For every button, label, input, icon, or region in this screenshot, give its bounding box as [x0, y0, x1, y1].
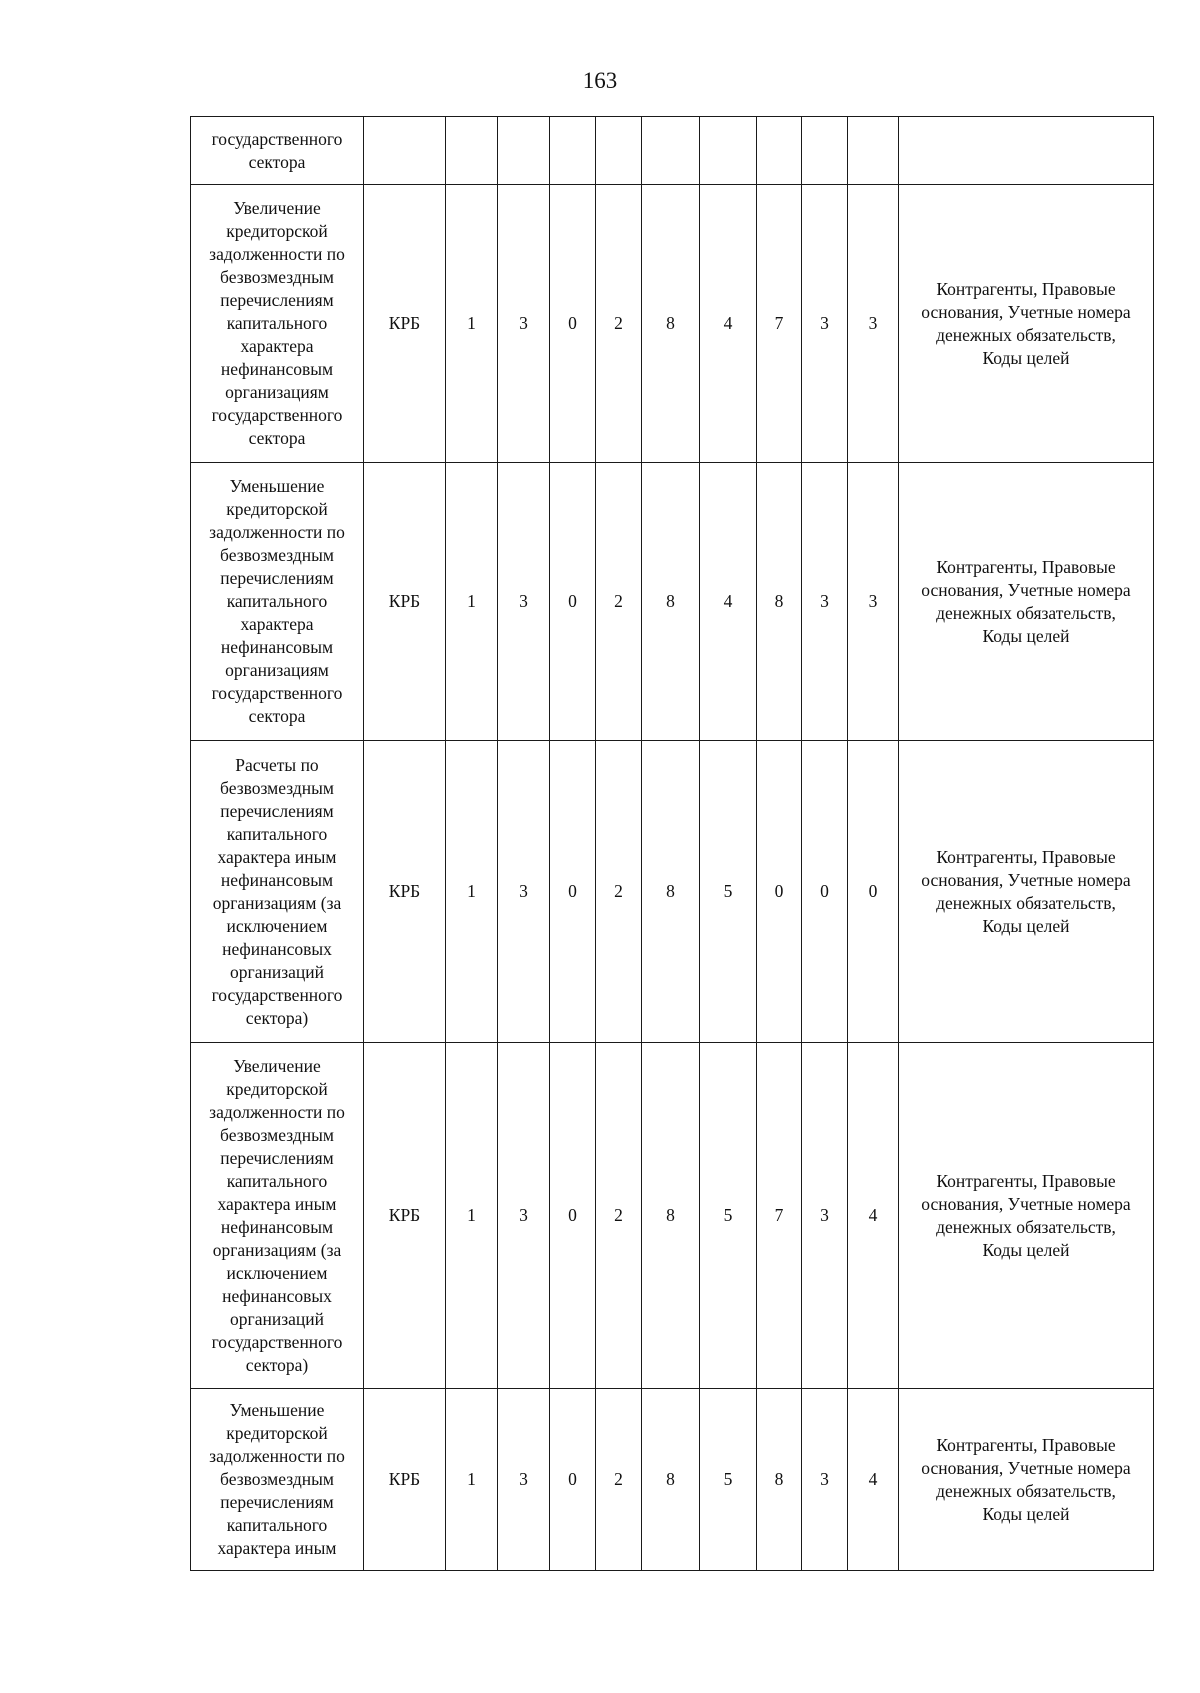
row-description: Увеличение кредиторской задолженности по безвозмездным перечислениям капитального характера нефинансовым организациям государственного сектора — [191, 185, 364, 463]
row-digit: 3 — [498, 741, 550, 1043]
row-digit: 3 — [802, 185, 848, 463]
row-digit — [848, 117, 899, 185]
row-digit: 0 — [550, 1043, 596, 1389]
table-row — [191, 1043, 1154, 1389]
row-digit: 7 — [757, 1043, 802, 1389]
row-digit — [700, 117, 757, 185]
table-row — [191, 185, 1154, 463]
row-digit: 8 — [642, 1389, 700, 1571]
row-digit: 0 — [757, 741, 802, 1043]
row-digit: 8 — [642, 463, 700, 741]
row-analytics: Контрагенты, Правовые основания, Учетные номера денежных обязательств, Коды целей — [899, 1389, 1154, 1571]
row-analytics: Контрагенты, Правовые основания, Учетные номера денежных обязательств, Коды целей — [899, 463, 1154, 741]
row-digit: 0 — [550, 185, 596, 463]
row-digit: 2 — [596, 741, 642, 1043]
row-digit: 8 — [642, 741, 700, 1043]
row-code: КРБ — [364, 741, 446, 1043]
row-digit — [596, 117, 642, 185]
row-digit: 8 — [642, 185, 700, 463]
row-code — [364, 117, 446, 185]
row-digit — [642, 117, 700, 185]
row-digit — [757, 117, 802, 185]
row-digit: 3 — [498, 1043, 550, 1389]
row-digit: 0 — [848, 741, 899, 1043]
row-digit: 7 — [757, 185, 802, 463]
row-digit: 4 — [848, 1043, 899, 1389]
row-digit: 3 — [848, 185, 899, 463]
row-digit: 0 — [550, 741, 596, 1043]
row-code: КРБ — [364, 463, 446, 741]
row-description: Расчеты по безвозмездным перечислениям капитального характера иным нефинансовым организациям (за исключением нефинансовых организаций государственного сектора) — [191, 741, 364, 1043]
row-code: КРБ — [364, 1043, 446, 1389]
row-digit: 3 — [498, 185, 550, 463]
row-digit: 2 — [596, 185, 642, 463]
row-digit: 1 — [446, 1043, 498, 1389]
row-digit: 1 — [446, 463, 498, 741]
row-digit: 4 — [700, 463, 757, 741]
row-digit: 3 — [498, 1389, 550, 1571]
row-digit: 4 — [700, 185, 757, 463]
row-digit — [498, 117, 550, 185]
row-digit: 2 — [596, 1043, 642, 1389]
row-digit: 1 — [446, 741, 498, 1043]
table-row — [191, 741, 1154, 1043]
row-digit: 5 — [700, 741, 757, 1043]
row-digit — [446, 117, 498, 185]
row-digit: 5 — [700, 1043, 757, 1389]
table-row — [191, 1389, 1154, 1571]
row-digit: 3 — [848, 463, 899, 741]
table-body — [191, 117, 1154, 1571]
row-description: Увеличение кредиторской задолженности по безвозмездным перечислениям капитального характера иным нефинансовым организациям (за исключением нефинансовых организаций государственного сектора) — [191, 1043, 364, 1389]
row-digit: 0 — [550, 463, 596, 741]
row-code: КРБ — [364, 185, 446, 463]
table-row — [191, 117, 1154, 185]
row-digit: 3 — [802, 1389, 848, 1571]
row-digit: 8 — [642, 1043, 700, 1389]
row-digit: 3 — [802, 1043, 848, 1389]
row-digit: 3 — [802, 463, 848, 741]
row-digit: 0 — [550, 1389, 596, 1571]
row-digit: 2 — [596, 463, 642, 741]
row-digit — [802, 117, 848, 185]
row-digit: 4 — [848, 1389, 899, 1571]
row-digit — [550, 117, 596, 185]
row-description: Уменьшение кредиторской задолженности по безвозмездным перечислениям капитального характера иным — [191, 1389, 364, 1571]
row-digit: 0 — [802, 741, 848, 1043]
row-digit: 5 — [700, 1389, 757, 1571]
row-digit: 8 — [757, 1389, 802, 1571]
row-description: государственного сектора — [191, 117, 364, 185]
row-digit: 1 — [446, 185, 498, 463]
page-number: 163 — [582, 68, 618, 93]
row-code: КРБ — [364, 1389, 446, 1571]
row-digit: 8 — [757, 463, 802, 741]
row-analytics — [899, 117, 1154, 185]
account-table — [190, 116, 1154, 1571]
row-digit: 3 — [498, 463, 550, 741]
table-row — [191, 463, 1154, 741]
row-analytics: Контрагенты, Правовые основания, Учетные номера денежных обязательств, Коды целей — [899, 741, 1154, 1043]
row-analytics: Контрагенты, Правовые основания, Учетные номера денежных обязательств, Коды целей — [899, 185, 1154, 463]
row-description: Уменьшение кредиторской задолженности по безвозмездным перечислениям капитального характера нефинансовым организациям государственного сектора — [191, 463, 364, 741]
row-digit: 1 — [446, 1389, 498, 1571]
row-digit: 2 — [596, 1389, 642, 1571]
row-analytics: Контрагенты, Правовые основания, Учетные номера денежных обязательств, Коды целей — [899, 1043, 1154, 1389]
